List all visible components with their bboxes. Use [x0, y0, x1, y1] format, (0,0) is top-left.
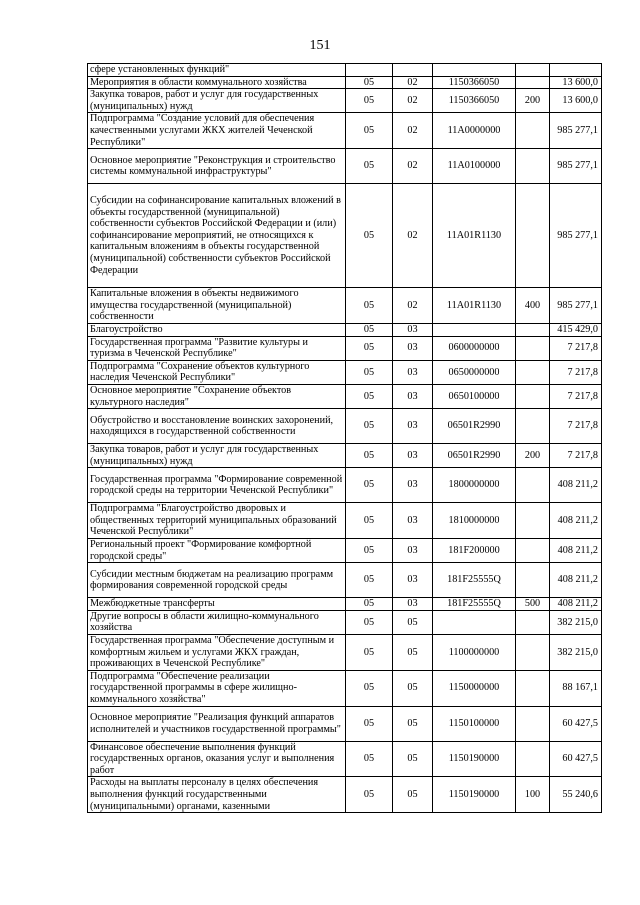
cell-target-article: 11А01R1130 [433, 184, 516, 288]
cell-name: сфере установленных функций" [88, 64, 346, 77]
cell-subsection: 03 [393, 468, 433, 503]
cell-amount: 60 427,5 [550, 741, 602, 777]
cell-subsection: 03 [393, 409, 433, 444]
cell-subsection: 03 [393, 598, 433, 611]
table-row [88, 468, 602, 503]
cell-name: Подпрограмма "Благоустройство дворовых и общественных территорий муниципальных образований Чеченской Республики" [88, 503, 346, 539]
cell-amount: 408 211,2 [550, 598, 602, 611]
cell-target-article [433, 323, 516, 336]
cell-target-article: 181F200000 [433, 539, 516, 563]
cell-subsection: 05 [393, 777, 433, 813]
cell-section: 05 [346, 635, 393, 671]
cell-expense-type: 400 [516, 288, 550, 324]
cell-section: 05 [346, 384, 393, 408]
cell-section: 05 [346, 323, 393, 336]
cell-target-article: 11А0000000 [433, 113, 516, 149]
cell-section: 05 [346, 444, 393, 468]
cell-target-article: 0600000000 [433, 336, 516, 360]
cell-name: Закупка товаров, работ и услуг для государственных (муниципальных) нужд [88, 89, 346, 113]
cell-subsection: 02 [393, 113, 433, 149]
table-row [88, 563, 602, 598]
cell-name: Расходы на выплаты персоналу в целях обеспечения выполнения функций государственными (муниципальными) органами, казенными [88, 777, 346, 813]
cell-amount: 382 215,0 [550, 635, 602, 671]
cell-target-article: 1150366050 [433, 76, 516, 89]
cell-amount: 7 217,8 [550, 444, 602, 468]
cell-target-article: 11А0100000 [433, 149, 516, 184]
cell-target-article [433, 64, 516, 77]
cell-section: 05 [346, 503, 393, 539]
cell-expense-type: 100 [516, 777, 550, 813]
page-number: 151 [309, 38, 331, 53]
cell-target-article: 0650000000 [433, 360, 516, 384]
cell-name: Мероприятия в области коммунального хозяйства [88, 76, 346, 89]
cell-target-article: 1150366050 [433, 89, 516, 113]
cell-expense-type [516, 503, 550, 539]
cell-target-article: 181F25555Q [433, 563, 516, 598]
cell-name: Подпрограмма "Обеспечение реализации государственной программы в сфере жилищно-коммунального хозяйства" [88, 670, 346, 706]
cell-subsection: 02 [393, 288, 433, 324]
cell-subsection: 03 [393, 539, 433, 563]
cell-target-article: 1150100000 [433, 706, 516, 741]
cell-name: Субсидии на софинансирование капитальных вложений в объекты государственной (муниципальной) собственности субъектов Российской Федерации и (или) софинансирование мероприятий, не относящихся к капитальным вложениям в объекты государственной (муниципальной) собственности субъектов Российской Федерации [88, 184, 346, 288]
cell-subsection: 03 [393, 384, 433, 408]
cell-target-article: 0650100000 [433, 384, 516, 408]
cell-expense-type: 200 [516, 89, 550, 113]
cell-name: Закупка товаров, работ и услуг для государственных (муниципальных) нужд [88, 444, 346, 468]
cell-amount: 985 277,1 [550, 149, 602, 184]
cell-name: Субсидии местным бюджетам на реализацию программ формирования современной городской среды [88, 563, 346, 598]
table-row [88, 706, 602, 741]
cell-subsection: 02 [393, 149, 433, 184]
cell-subsection: 03 [393, 323, 433, 336]
table-row [88, 503, 602, 539]
cell-target-article: 1150190000 [433, 777, 516, 813]
cell-name: Подпрограмма "Сохранение объектов культурного наследия Чеченской Республики" [88, 360, 346, 384]
cell-amount: 7 217,8 [550, 336, 602, 360]
cell-subsection: 03 [393, 360, 433, 384]
cell-section: 05 [346, 149, 393, 184]
cell-amount: 60 427,5 [550, 706, 602, 741]
cell-target-article: 1800000000 [433, 468, 516, 503]
table-row [88, 384, 602, 408]
table-row [88, 539, 602, 563]
cell-amount: 985 277,1 [550, 113, 602, 149]
table-row [88, 76, 602, 89]
cell-expense-type [516, 706, 550, 741]
cell-expense-type [516, 563, 550, 598]
cell-expense-type [516, 670, 550, 706]
cell-target-article: 11А01R1130 [433, 288, 516, 324]
cell-name: Основное мероприятие "Реконструкция и строительство системы коммунальной инфраструктуры" [88, 149, 346, 184]
cell-amount: 408 211,2 [550, 503, 602, 539]
cell-amount: 13 600,0 [550, 89, 602, 113]
cell-section: 05 [346, 336, 393, 360]
table-row [88, 113, 602, 149]
cell-name: Межбюджетные трансферты [88, 598, 346, 611]
table-row [88, 288, 602, 324]
cell-section: 05 [346, 706, 393, 741]
cell-target-article [433, 610, 516, 634]
cell-section: 05 [346, 113, 393, 149]
cell-section: 05 [346, 288, 393, 324]
cell-subsection: 03 [393, 503, 433, 539]
cell-name: Обустройство и восстановление воинских захоронений, находящихся в государственной собственности [88, 409, 346, 444]
cell-subsection: 03 [393, 563, 433, 598]
cell-subsection: 02 [393, 89, 433, 113]
cell-amount: 88 167,1 [550, 670, 602, 706]
cell-name: Благоустройство [88, 323, 346, 336]
cell-expense-type [516, 336, 550, 360]
cell-subsection [393, 64, 433, 77]
cell-name: Капитальные вложения в объекты недвижимого имущества государственной (муниципальной) собственности [88, 288, 346, 324]
cell-subsection: 05 [393, 741, 433, 777]
cell-section: 05 [346, 76, 393, 89]
table-row [88, 670, 602, 706]
table-row [88, 741, 602, 777]
cell-amount: 55 240,6 [550, 777, 602, 813]
cell-amount: 985 277,1 [550, 184, 602, 288]
cell-expense-type: 200 [516, 444, 550, 468]
cell-name: Государственная программа "Развитие культуры и туризма в Чеченской Республике" [88, 336, 346, 360]
budget-table [87, 63, 602, 813]
cell-target-article: 1150190000 [433, 741, 516, 777]
table-row [88, 64, 602, 77]
table-row [88, 409, 602, 444]
table-row [88, 149, 602, 184]
cell-section: 05 [346, 409, 393, 444]
cell-section: 05 [346, 563, 393, 598]
cell-subsection: 02 [393, 76, 433, 89]
cell-expense-type: 500 [516, 598, 550, 611]
table-row [88, 610, 602, 634]
cell-subsection: 03 [393, 444, 433, 468]
cell-name: Основное мероприятие "Сохранение объектов культурного наследия" [88, 384, 346, 408]
cell-amount: 7 217,8 [550, 384, 602, 408]
cell-target-article: 1810000000 [433, 503, 516, 539]
cell-expense-type [516, 113, 550, 149]
cell-name: Региональный проект "Формирование комфортной городской среды" [88, 539, 346, 563]
cell-name: Государственная программа "Обеспечение доступным и комфортным жильем и услугами ЖКХ граждан, проживающих в Чеченской Республике" [88, 635, 346, 671]
table-row [88, 635, 602, 671]
cell-section: 05 [346, 468, 393, 503]
cell-target-article: 06501R2990 [433, 409, 516, 444]
cell-amount: 7 217,8 [550, 360, 602, 384]
table-row [88, 598, 602, 611]
cell-target-article: 06501R2990 [433, 444, 516, 468]
cell-section: 05 [346, 539, 393, 563]
cell-amount: 415 429,0 [550, 323, 602, 336]
table-row [88, 323, 602, 336]
table-row [88, 336, 602, 360]
cell-expense-type [516, 64, 550, 77]
cell-subsection: 05 [393, 670, 433, 706]
table-body [88, 64, 602, 813]
cell-name: Финансовое обеспечение выполнения функций государственных органов, оказания услуг и выполнения работ [88, 741, 346, 777]
cell-amount: 382 215,0 [550, 610, 602, 634]
cell-section: 05 [346, 598, 393, 611]
cell-section: 05 [346, 360, 393, 384]
cell-section: 05 [346, 670, 393, 706]
table-row [88, 360, 602, 384]
cell-amount: 985 277,1 [550, 288, 602, 324]
cell-expense-type [516, 635, 550, 671]
cell-expense-type [516, 741, 550, 777]
cell-expense-type [516, 323, 550, 336]
cell-target-article: 1150000000 [433, 670, 516, 706]
table-row [88, 184, 602, 288]
cell-expense-type [516, 149, 550, 184]
cell-target-article: 181F25555Q [433, 598, 516, 611]
table-row [88, 777, 602, 813]
cell-section: 05 [346, 89, 393, 113]
cell-amount: 7 217,8 [550, 409, 602, 444]
cell-expense-type [516, 184, 550, 288]
cell-expense-type [516, 409, 550, 444]
cell-expense-type [516, 384, 550, 408]
cell-subsection: 05 [393, 706, 433, 741]
cell-expense-type [516, 360, 550, 384]
cell-amount: 13 600,0 [550, 76, 602, 89]
cell-section: 05 [346, 777, 393, 813]
cell-target-article: 1100000000 [433, 635, 516, 671]
table-row [88, 444, 602, 468]
cell-amount: 408 211,2 [550, 563, 602, 598]
cell-expense-type [516, 539, 550, 563]
cell-subsection: 02 [393, 184, 433, 288]
cell-subsection: 05 [393, 610, 433, 634]
cell-amount: 408 211,2 [550, 539, 602, 563]
cell-amount [550, 64, 602, 77]
cell-section [346, 64, 393, 77]
cell-section: 05 [346, 741, 393, 777]
cell-section: 05 [346, 610, 393, 634]
cell-name: Другие вопросы в области жилищно-коммунального хозяйства [88, 610, 346, 634]
cell-expense-type [516, 76, 550, 89]
cell-section: 05 [346, 184, 393, 288]
table-row [88, 89, 602, 113]
cell-subsection: 05 [393, 635, 433, 671]
cell-name: Основное мероприятие "Реализация функций аппаратов исполнителей и участников государственной программы" [88, 706, 346, 741]
cell-subsection: 03 [393, 336, 433, 360]
cell-amount: 408 211,2 [550, 468, 602, 503]
cell-expense-type [516, 610, 550, 634]
cell-name: Подпрограмма "Создание условий для обеспечения качественными услугами ЖКХ жителей Чеченской Республики" [88, 113, 346, 149]
cell-name: Государственная программа "Формирование современной городской среды на территории Чеченской Республики" [88, 468, 346, 503]
cell-expense-type [516, 468, 550, 503]
